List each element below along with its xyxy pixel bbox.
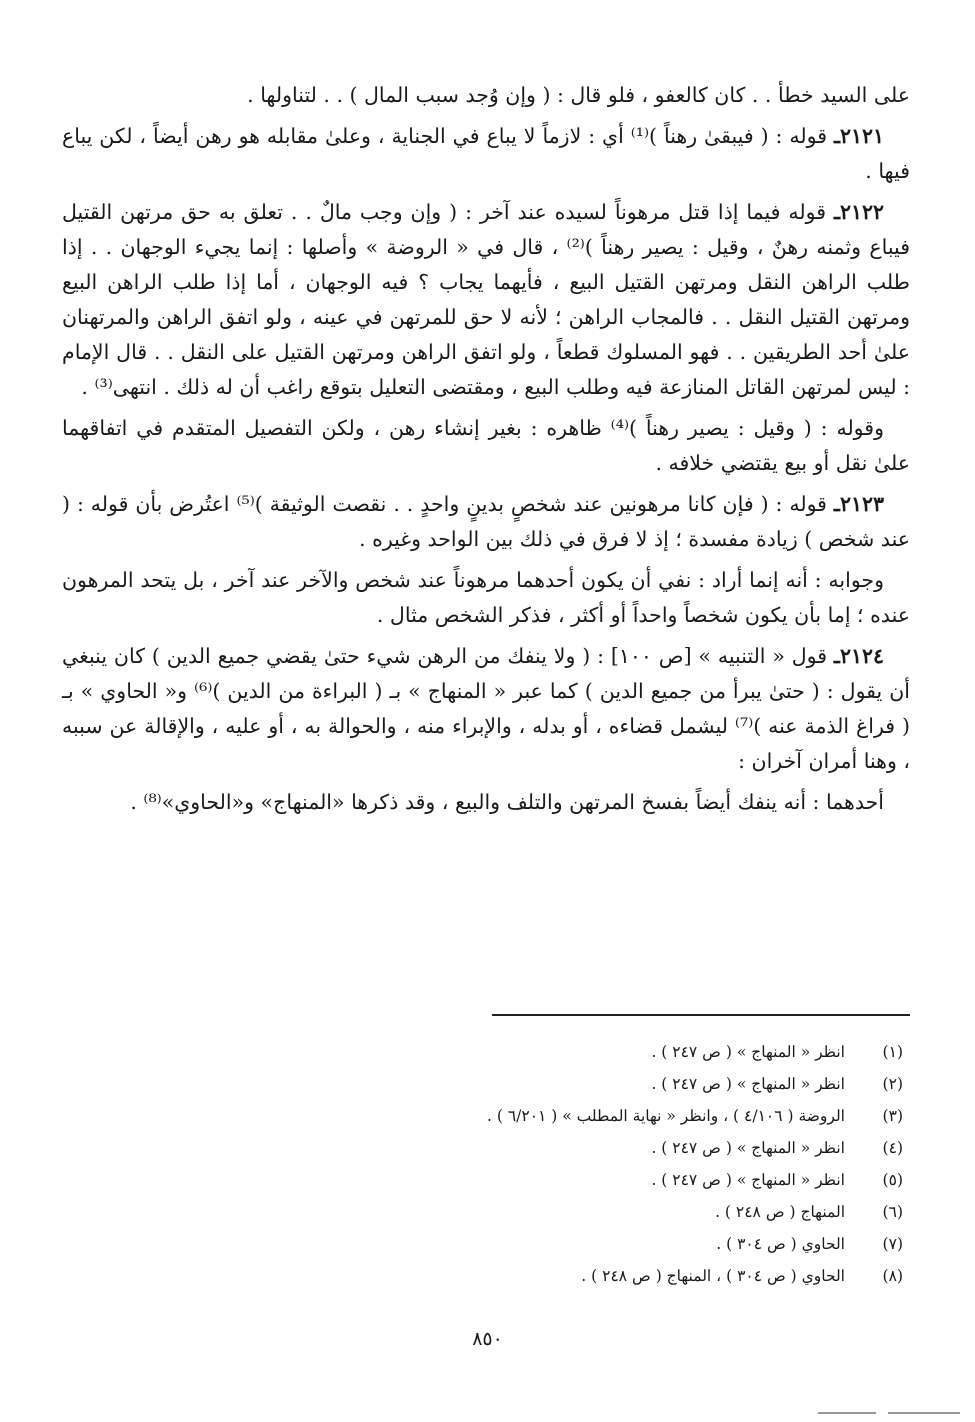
entry-number: ٢١٢٢ـ <box>833 200 884 224</box>
footnote-number: (٨) <box>882 1267 903 1285</box>
footnote-5 <box>83 1164 903 1196</box>
paragraph-2121 <box>62 119 910 189</box>
footnote-2 <box>83 1068 903 1100</box>
footnote-number: (٢) <box>882 1075 903 1093</box>
entry-number: ٢١٢٣ـ <box>833 492 884 516</box>
footnote-text: انظر « المنهاج » ( ص ٢٤٧ ) . <box>651 1171 845 1189</box>
footnote-text: انظر « المنهاج » ( ص ٢٤٧ ) . <box>651 1075 845 1093</box>
footnote-6 <box>83 1196 903 1228</box>
edge-mark <box>888 1412 960 1414</box>
paragraph-2124 <box>62 639 910 779</box>
paragraph-text: وجوابه : أنه إنما أراد : نفي أن يكون أحدهما مرهوناً عند شخص والآخر عند آخر ، بل يتحد المرهون عنده ؛ إما بأن يكون شخصاً واحداً أو أكثر ، فذكر الشخص مثال . <box>62 568 910 627</box>
footnote-text: الحاوي ( ص ٣٠٤ ) . <box>716 1235 845 1253</box>
footnote-1 <box>83 1036 903 1068</box>
paragraph-text: قوله فيما إذا قتل مرهوناً لسيده عند آخر : ( وإن وجب مالٌ . . تعلق به حق مرتهن القتيل فيباع وثمنه رهنٌ ، وقيل : يصير رهناً )⁽²⁾ ، قال في « الروضة » وأصلها : إنما يجيء الوجهان . . إذا طلب الراهن النقل ومرتهن القتيل البيع ، فأيهما يجاب ؟ فيه الوجهان ، أما إذا طلب الراهن البيع ومرتهن القتيل النقل . . فالمجاب الراهن ؛ لأنه لا حق للمرتهن في عينه ، ولو اتفق الراهن والمرتهنان علىٰ أحد الطريقين . . فهو المسلوك قطعاً ، ولو اتفق الراهن ومرتهن القتيل على النقل . . قال الإمام : ليس لمرتهن القاتل المنازعة فيه وطلب البيع ، ومقتضى التعليل بتوقع راغب أن له ذلك . انتهى⁽³⁾ . <box>62 200 910 399</box>
footnote-text: الروضة ( ٤/١٠٦ ) ، وانظر « نهاية المطلب » ( ٦/٢٠١ ) . <box>487 1107 845 1125</box>
paragraph-continuation-3 <box>62 785 910 820</box>
footnote-separator <box>492 1014 910 1016</box>
footnote-4 <box>83 1132 903 1164</box>
footnote-number: (٤) <box>882 1139 903 1157</box>
footnote-text: المنهاج ( ص ٢٤٨ ) . <box>715 1203 845 1221</box>
footnote-number: (٥) <box>882 1171 903 1189</box>
scan-edge-marks <box>818 1412 968 1418</box>
paragraph-0 <box>62 78 910 113</box>
footnote-number: (١) <box>882 1043 903 1061</box>
paragraph-text: قوله : ( فيبقىٰ رهناً )⁽¹⁾ أي : لازماً لا يباع في الجناية ، وعلىٰ مقابله هو رهن أيضاً ، لكن يباع فيها . <box>62 124 910 183</box>
paragraph-2122 <box>62 195 910 405</box>
paragraph-text: وقوله : ( وقيل : يصير رهناً )⁽⁴⁾ ظاهره : بغير إنشاء رهن ، ولكن التفصيل المتقدم في اتفاقهما علىٰ نقل أو بيع يقتضي خلافه . <box>62 416 910 475</box>
paragraph-continuation-2 <box>62 563 910 633</box>
footnote-number: (٣) <box>882 1107 903 1125</box>
entry-number: ٢١٢١ـ <box>833 124 885 148</box>
edge-mark <box>818 1412 876 1414</box>
footnote-text: انظر « المنهاج » ( ص ٢٤٧ ) . <box>651 1043 845 1061</box>
page-number: ٨٥٠ <box>472 1328 503 1350</box>
footnote-3 <box>83 1100 903 1132</box>
footnote-8 <box>83 1260 903 1292</box>
paragraph-2123 <box>62 487 910 557</box>
paragraph-text: قول « التنبيه » [ص ١٠٠] : ( ولا ينفك من الرهن شيء حتىٰ يقضي جميع الدين ) كان ينبغي أن يقول : ( حتىٰ يبرأ من جميع الدين ) كما عبر « المنهاج » بـ ( البراءة من الدين )⁽⁶⁾ و« الحاوي » بـ ( فراغ الذمة عنه )⁽⁷⁾ ليشمل قضاءه ، أو بدله ، والإبراء منه ، والحوالة به ، أو عليه ، والإقالة عن سببه ، وهنا أمران آخران : <box>62 644 910 773</box>
paragraph-text: قوله : ( فإن كانا مرهونين عند شخصٍ بدينٍ واحدٍ . . نقصت الوثيقة )⁽⁵⁾ اعتُرض بأن قوله : ( عند شخص ) زيادة مفسدة ؛ إذ لا فرق في ذلك بين الواحد وغيره . <box>62 492 910 551</box>
footnote-text: الحاوي ( ص ٣٠٤ ) ، المنهاج ( ص ٢٤٨ ) . <box>581 1267 845 1285</box>
paragraph-text: على السيد خطأ . . كان كالعفو ، فلو قال : ( وإن وُجد سبب المال ) . . لتناولها . <box>247 83 910 107</box>
footnote-text: انظر « المنهاج » ( ص ٢٤٧ ) . <box>651 1139 845 1157</box>
paragraph-continuation-1 <box>62 411 910 481</box>
main-text <box>62 78 910 826</box>
footnote-7 <box>83 1228 903 1260</box>
paragraph-text: أحدهما : أنه ينفك أيضاً بفسخ المرتهن والتلف والبيع ، وقد ذكرها «المنهاج» و«الحاوي»⁽⁸⁾ . <box>130 790 884 814</box>
footnote-number: (٧) <box>882 1235 903 1253</box>
footnote-number: (٦) <box>882 1203 903 1221</box>
footnotes <box>83 1036 903 1292</box>
entry-number: ٢١٢٤ـ <box>833 644 884 668</box>
